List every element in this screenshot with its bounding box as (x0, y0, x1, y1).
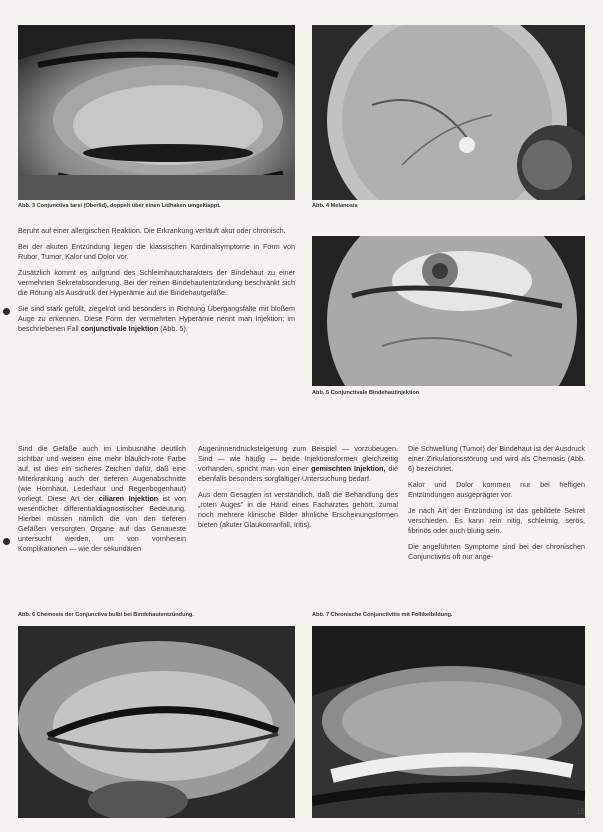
photo-abb4-melanosis (312, 25, 585, 200)
text-column-3 (408, 444, 585, 604)
paragraph: Aus dem Gesagten ist verständlich, daß die Behandlung des „roten Auges" in die Hand eines Facharztes gehört, zumal noch mehrere klinische Bilder ähnliche Erscheinungsformen bieten (akuter Glaukomanfall, Iritis). (198, 490, 398, 529)
paragraph: Beruht auf einer allergischen Reaktion. Die Erkrankung verläuft akut oder chronisch. (18, 226, 286, 235)
text: Sind die Gefäße auch im Limbusnähe deutlich sichtbar und weisen eine mehr bläulich-rote Farbe auf, ist dies ein sicheres Zeichen dafür, daß eine Miterkrankung auch der tieferen Augenabschnitte (wie Hornhaut, Lederhaut und Regenbogenhaut) vorliegt. Diese Art der (18, 444, 186, 503)
photo-abb5-conjunctivale-injektion (312, 236, 585, 386)
photo-abb7-chronische-conjunctivitis (312, 626, 585, 818)
paragraph: Kalor und Dolor kommen nur bei heftigen Entzündungen ausgeprägter vor. (408, 480, 585, 499)
term-conjunctivale-injektion: conjunctivale Injektion (80, 324, 159, 333)
text-column-2 (198, 444, 398, 604)
caption-abb5: Abb. 5 Conjunctivale Bindehautinjektion (312, 390, 420, 396)
photo-abb6-chemosis (18, 626, 295, 818)
caption-abb4: Abb. 4 Melanosis (312, 203, 358, 209)
text: ist von wesentlicher differentialdiagnostischer Bedeutung. Hierbei müssen nämlich die von den tieferen Gefäßen versorgten Organe auf das Genaueste untersucht werden, um von vornherein Komplikationen — wie der sekundären (18, 494, 187, 553)
paragraph: Die Schwellung (Tumor) der Bindehaut ist der Ausdruck einer Zirkulationsstörung und wird als Chemosis (Abb. 6) bezeichnet. (408, 444, 585, 473)
paragraph: Die angeführten Symptome sind bei der chronischen Conjunctivitis oft nur ange- (408, 542, 585, 561)
punch-hole (3, 308, 10, 315)
photo-abb3-conjunctiva-tarsi (18, 25, 295, 200)
paragraph: Je nach Art der Entzündung ist das gebildete Sekret verschieden. Es kann rein nitig, schleimig, serös, fibrinös oder auch blutig sein. (408, 506, 585, 535)
text-column-1b (18, 444, 186, 604)
caption-abb6: Abb. 6 Chemosis der Conjunctiva bulbi bei Bindehautentzündung. (18, 612, 194, 618)
text: Augeninnendrucksteigerung zum Beispiel — vorzubeugen. Sind — wie häufig — beide Injektionsformen gleichzeitig vorhanden, spricht man von einer (198, 444, 398, 473)
paragraph: Bei der akuten Entzündung liegen die klassischen Kardinalsymptome in Form von Rubor, Tumor, Kalor und Dolor vor. (18, 242, 295, 261)
paragraph (18, 304, 295, 334)
text: (Abb. 5). (160, 324, 188, 333)
paragraph: Zusätzlich kommt es aufgrund des Schleimhautcharakters der Bindehaut zu einer vermehrten Sekretabsonderung. Bei der reinen Bindehautentzündung beschränkt sich die Rötung als Ausdruck der Hyperämie auf die Bindehautgefäße. (18, 268, 295, 297)
page-number: 15 (576, 807, 585, 816)
caption-abb3: Abb. 3 Conjunctiva tarsi (Oberlid), doppelt über einen Lidhaken umgeklappt. (18, 203, 221, 209)
text: die ebenfalls besonders sorgfältiger Untersuchung bedarf. (198, 464, 398, 483)
text: Sie sind stark gefüllt, ziegelrot und besonders in Richtung Übergangsfalte mit bloßem Auge zu erkennen. Diese Form der vermehrten Hyperämie nennt man Injektion; im beschriebenen Fall (18, 304, 295, 333)
term-ciliare-injektion: ciliaren Injektion (98, 494, 159, 503)
paragraph (198, 444, 398, 484)
caption-abb7: Abb. 7 Chronische Conjunctivitis mit Follikelbildung. (312, 612, 453, 618)
paragraph (18, 444, 186, 554)
term-gemischte-injektion: gemischten Injektion, (311, 464, 386, 473)
punch-hole (3, 538, 10, 545)
